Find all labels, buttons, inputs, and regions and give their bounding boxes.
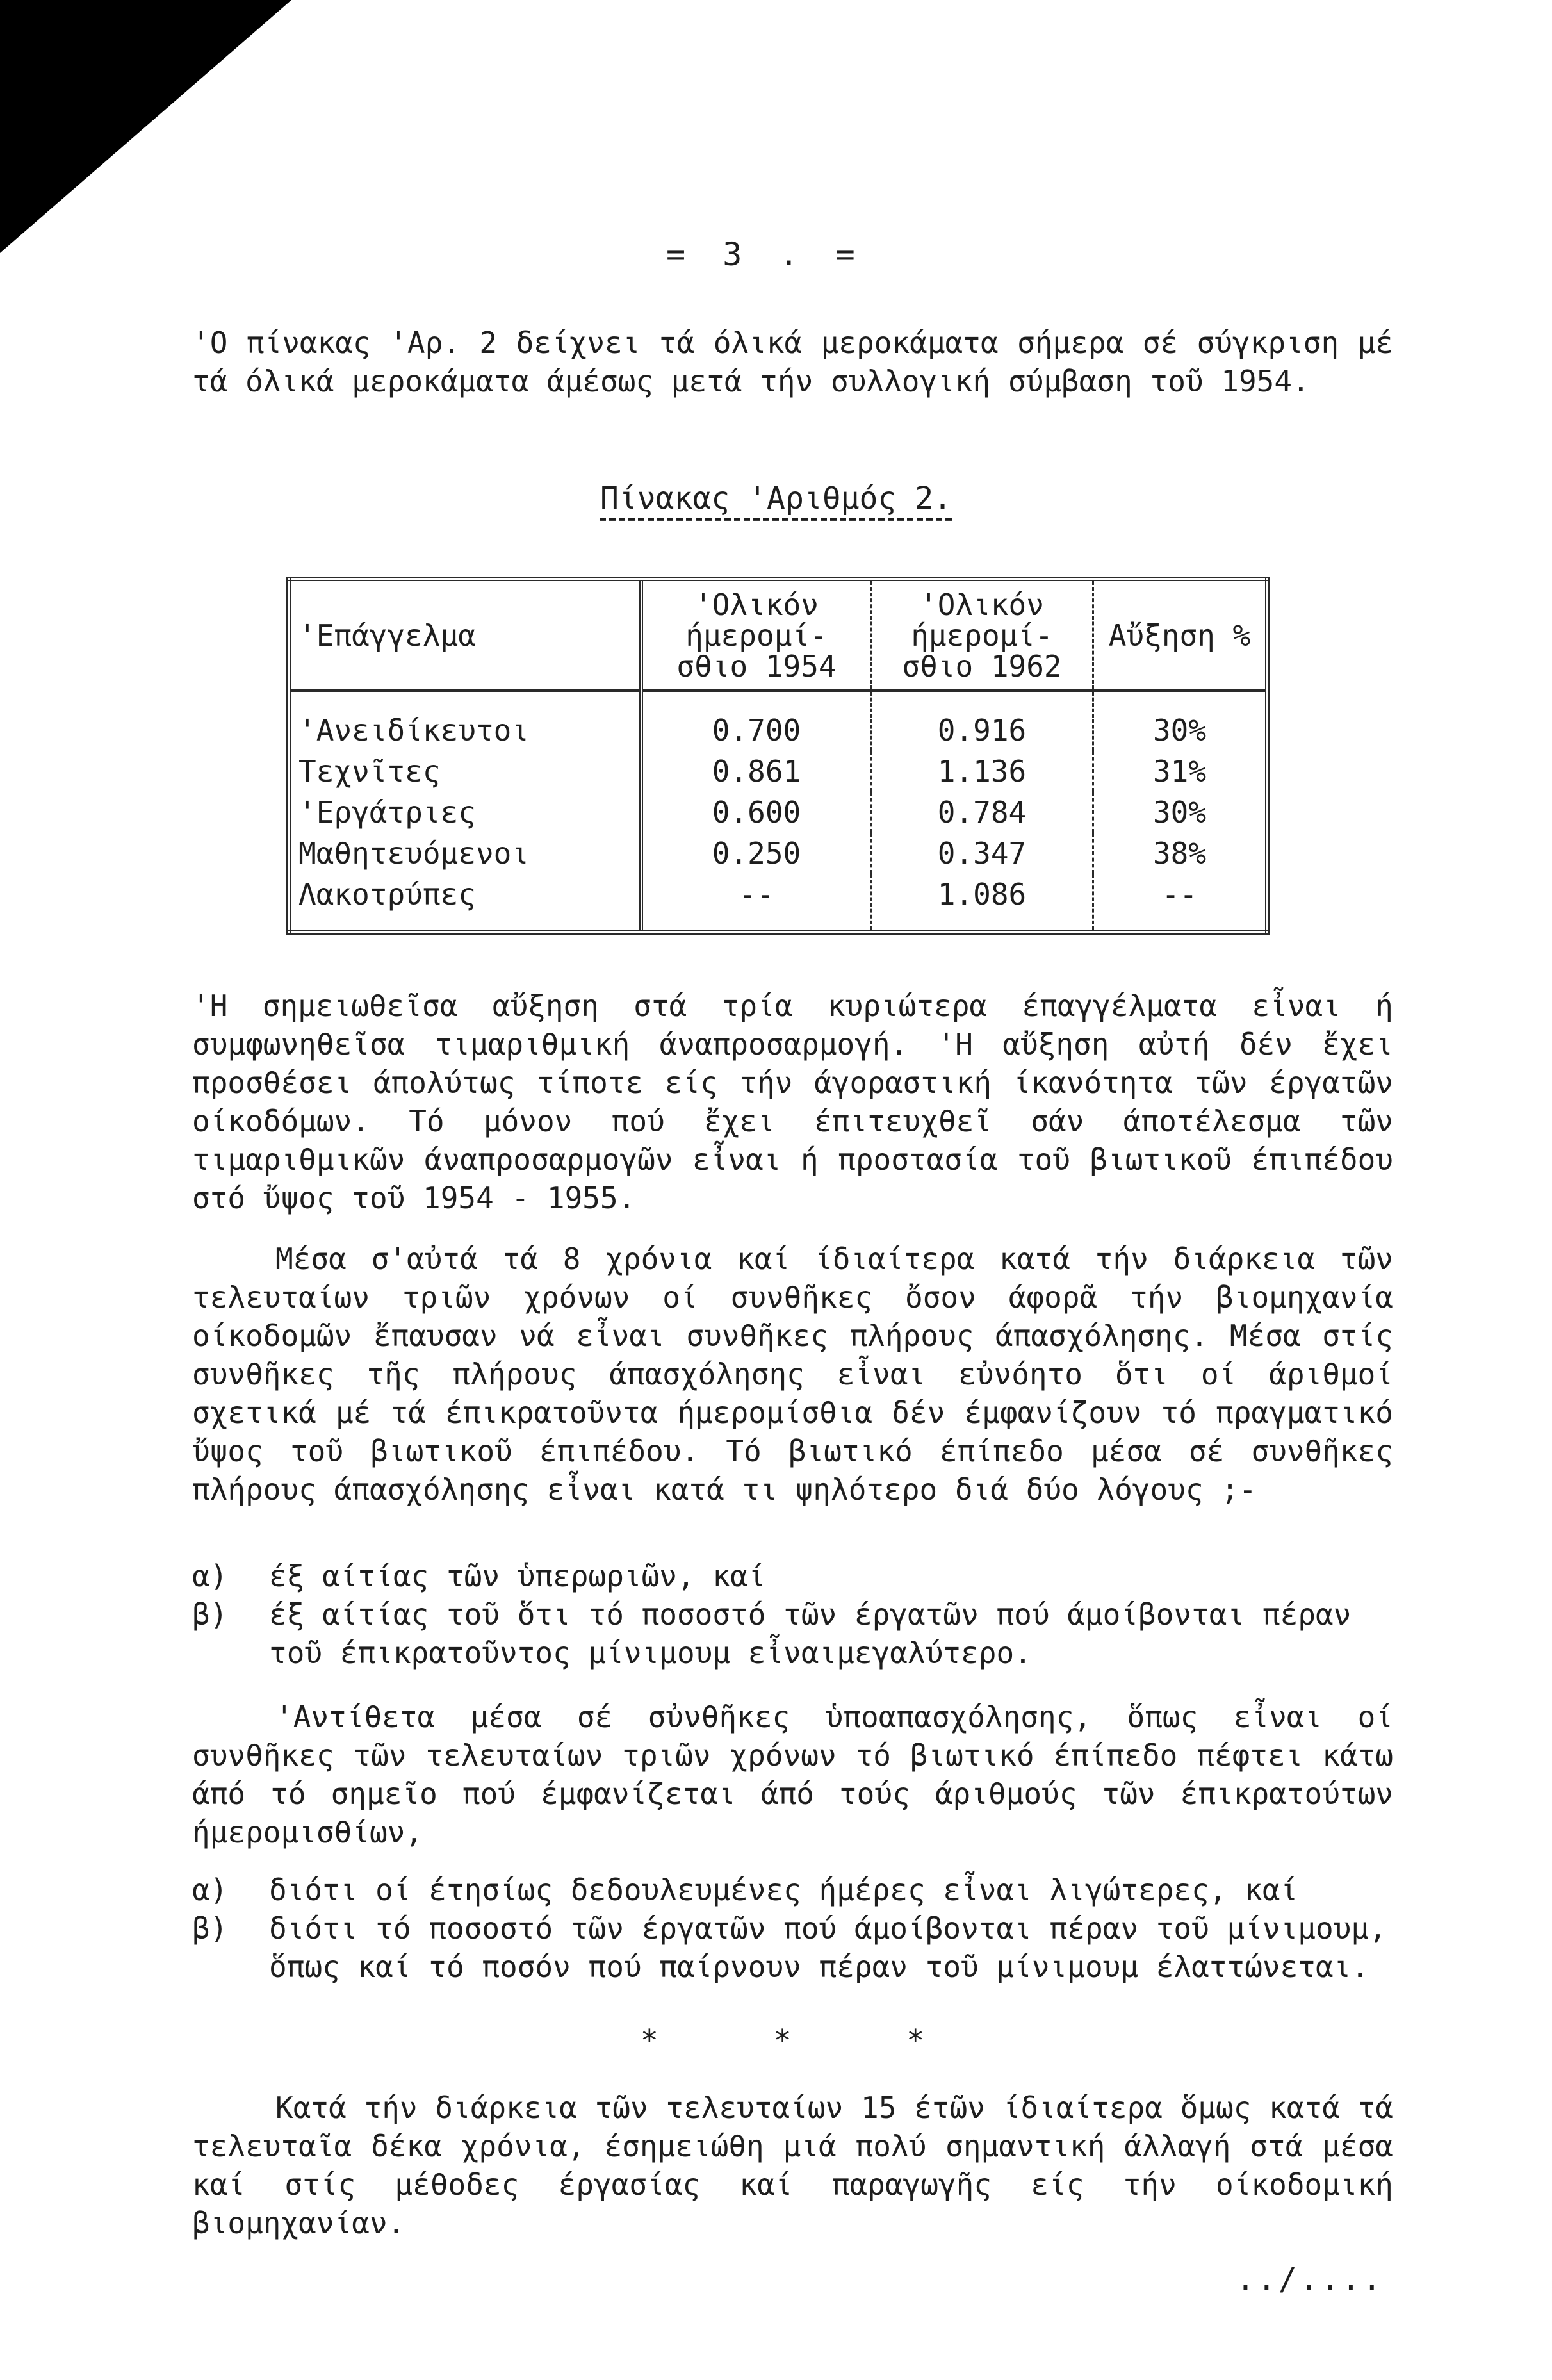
list-text: διότι οί έτησίως δεδουλευμένες ήμέρες εἶναι λιγώτερες, καί xyxy=(269,1873,1298,1907)
header-wage-1962: 'Ολικόν ήμερομί- σθιο 1962 xyxy=(871,579,1093,691)
page-number: = 3 . = xyxy=(666,236,864,273)
cell-increase: 30% xyxy=(1152,713,1207,748)
list-text: διότι τό ποσοστό τῶν έργατῶν πού άμοίβονται πέραν τοῦ μίνιμουμ, ὅπως καί τό ποσόν πού παίρνουν πέραν τοῦ μίνιμουμ έλαττώνεται. xyxy=(269,1911,1387,1984)
cell-wage-1962: 1.086 xyxy=(871,874,1093,933)
paragraph-underemployment: 'Αντίθετα μέσα σέ σὐνθῆκες ὑποαπασχόλησης, ὅπως εἶναι οί συνθῆκες τῶν τελευταίων τριῶν χρόνων τό βιωτικό έπίπεδο πέφτει κάτω άπό τό σημεῖο πού έμφανίζεται άπό τούς άριθμούς τῶν έπικρατούτων ήμερομισθίων, xyxy=(192,1700,1393,1850)
separator-star: * xyxy=(641,2023,658,2058)
cell-increase: 38% xyxy=(1152,836,1207,871)
list-item xyxy=(192,1871,1393,1909)
table-row xyxy=(289,691,1268,751)
reasons-list-higher xyxy=(192,1557,1393,1672)
paragraph-changes: Κατά τήν διάρκεια τῶν τελευταίων 15 έτῶν ίδιαίτερα ὅμως κατά τά τελευταῖα δέκα χρόνια, έσημειώθη μιά πολύ σημαντική άλλαγή στά μέσα καί στίς μέθοδες έργασίας καί παραγωγῆς είς τήν οίκοδομική βιομηχανίαν. xyxy=(192,2090,1393,2240)
list-text: έξ αίτίας τῶν ὑπερωριῶν, καί xyxy=(269,1559,766,1593)
cell-wage-1954: 0.250 xyxy=(641,833,871,874)
separator-star: * xyxy=(906,2023,925,2058)
cell-profession: 'Ανειδίκευτοι xyxy=(289,691,642,751)
cell-profession: Τεχνῖτες xyxy=(289,751,642,792)
cell-profession: Μαθητευόμενοι xyxy=(289,833,642,874)
paragraph-employment: Μέσα σ'αὐτά τά 8 χρόνια καί ίδιαίτερα κατά τήν διάρκεια τῶν τελευταίων τριῶν χρόνων οί συνθῆκες ὄσον άφορᾶ τήν βιομηχανία οίκοδομῶν ἔπαυσαν νά εἶναι συνθῆκες πλήρους άπασχόλησης. Μέσα στίς συνθῆκες τῆς πλήρους άπασχόλησης εἶναι εὐνόητο ὅτι οί άριθμοί σχετικά μέ τά έπικρατοῦντα ήμερομίσθια δέν έμφανίζουν τό πραγματικό ὔψος τοῦ βιωτικοῦ έπιπέδου. Τό βιωτικό έπίπεδο μέσα σέ συνθῆκες πλήρους άπασχόλησης εἶναι κατά τι ψηλότερο διά δύο λόγους ;- xyxy=(192,1242,1393,1507)
list-marker: α) xyxy=(192,1873,228,1907)
cell-profession: Λακοτρύπες xyxy=(289,874,642,933)
list-text: έξ αίτίας τοῦ ὅτι τό ποσοστό τῶν έργατῶν πού άμοίβονται πέραν τοῦ έπικρατοῦντος μίνιμουμ εἶναιμεγαλύτερο. xyxy=(269,1597,1352,1670)
table-row xyxy=(289,792,1268,833)
list-item xyxy=(192,1909,1393,1986)
header-profession: 'Επάγγελμα xyxy=(289,579,642,691)
cell-wage-1962: 1.136 xyxy=(871,751,1093,792)
cell-increase: -- xyxy=(1161,877,1198,912)
cell-wage-1962: 0.347 xyxy=(871,833,1093,874)
list-item xyxy=(192,1595,1393,1672)
header-wage-1954: 'Ολικόν ήμερομί- σθιο 1954 xyxy=(641,579,871,691)
table-row xyxy=(289,751,1268,792)
cell-wage-1954: -- xyxy=(641,874,871,933)
header-increase: Αὔξηση % xyxy=(1093,579,1268,691)
table-title: Πίνακας 'Αριθμός 2. xyxy=(600,480,952,516)
continuation-mark: ../.... xyxy=(1236,2261,1384,2297)
table-header-row xyxy=(289,579,1268,691)
paragraph-increase: 'Η σημειωθεῖσα αὔξηση στά τρία κυριώτερα έπαγγέλματα εἶναι ή συμφωνηθεῖσα τιμαριθμική άναπροσαρμογή. 'Η αὔξηση αὐτή δέν ἔχει προσθέσει άπολύτως τίποτε είς τήν άγοραστική ίκανότητα τῶν έργατῶν οίκοδόμων. Τό μόνον πού ἔχει έπιτευχθεῖ σάν άποτέλεσμα τῶν τιμαριθμικῶν άναπροσαρμογῶν εἶναι ή προστασία τοῦ βιωτικοῦ έπιπέδου στό ὔψος τοῦ 1954 - 1955. xyxy=(192,989,1393,1215)
cell-increase: 31% xyxy=(1152,754,1207,789)
list-marker: β) xyxy=(192,1597,228,1632)
cell-wage-1954: 0.600 xyxy=(641,792,871,833)
list-marker: α) xyxy=(192,1559,228,1593)
table-row xyxy=(289,874,1268,933)
cell-wage-1962: 0.916 xyxy=(871,691,1093,751)
cell-profession: 'Εργάτριες xyxy=(289,792,642,833)
intro-paragraph: 'Ο πίνακας 'Αρ. 2 δείχνει τά όλικά μεροκάματα σήμερα σέ σύγκριση μέ τά όλικά μεροκάματα άμέσως μετά τήν συλλογική σύμβαση τοῦ 1954. xyxy=(192,325,1393,398)
list-item xyxy=(192,1557,1393,1595)
cell-wage-1962: 0.784 xyxy=(871,792,1093,833)
separator-star: * xyxy=(773,2023,792,2058)
wages-table xyxy=(286,577,1270,935)
reasons-list-lower xyxy=(192,1871,1393,1986)
scan-corner-shadow xyxy=(0,0,291,253)
cell-increase: 30% xyxy=(1152,795,1207,830)
list-marker: β) xyxy=(192,1911,228,1946)
cell-wage-1954: 0.861 xyxy=(641,751,871,792)
section-separator xyxy=(641,2023,1022,2058)
cell-wage-1954: 0.700 xyxy=(641,691,871,751)
table-row xyxy=(289,833,1268,874)
